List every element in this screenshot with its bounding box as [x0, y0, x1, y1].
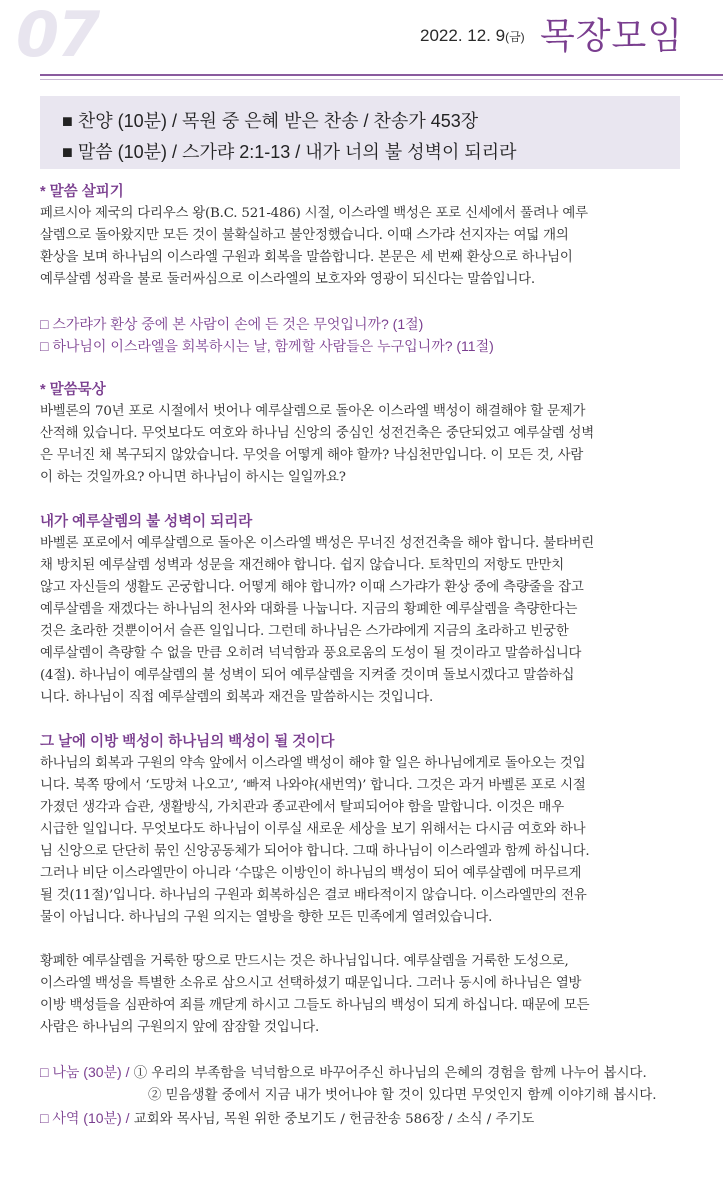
text-line: 이 하는 것일까요? 아니면 하나님이 하시는 일일까요? [40, 470, 346, 485]
closing-text [40, 951, 680, 1039]
text-line: 니다. 북쪽 땅에서 ‘도망쳐 나오고’, ‘빠져 나와야(새번역)’ 합니다. 그것은 과거 바벨론 포로 시절 [40, 778, 586, 793]
wall-text [40, 533, 680, 709]
date-text: 2022. 12. 9 [420, 26, 506, 45]
text-line: 산적해 있습니다. 무엇보다도 여호와 하나님 신앙의 중심인 성전건축은 중단되었고 예루살렘 성벽 [40, 426, 595, 441]
meeting-date [420, 26, 525, 46]
service-text: 교회와 목사님, 목원 위한 중보기도 / 헌금찬송 586장 / 소식 / 주기도 [133, 1112, 535, 1127]
people-heading: 그 날에 이방 백성이 하나님의 백성이 될 것이다 [40, 734, 335, 750]
service-row [40, 1107, 680, 1131]
text-line: (4절). 하나님이 예루살렘의 불 성벽이 되어 예루살렘을 지켜줄 것이며 돌보시겠다고 말씀하십 [40, 668, 575, 683]
text-line: 환상을 보며 하나님의 이스라엘 구원과 회복을 말씀합니다. 본문은 세 번째 환상으로 하나님이 [40, 250, 573, 265]
text-line: 예루살렘 성곽을 불로 둘러싸심으로 이스라엘의 보호자와 영광이 되신다는 말씀입니다. [40, 272, 535, 287]
sharing-item-1: ① 우리의 부족함을 넉넉함으로 바꾸어주신 하나님의 은혜의 경험을 함께 나누어 봅시다. [133, 1066, 647, 1081]
question-1: □ 스가랴가 환상 중에 본 사람이 손에 든 것은 무엇입니까? (1절) [40, 316, 424, 332]
text-line: 황폐한 예루살렘을 거룩한 땅으로 만드시는 것은 하나님입니다. 예루살렘을 거룩한 도성으로, [40, 954, 569, 969]
text-line: 바벨론의 70년 포로 시절에서 벗어나 예루살렘으로 돌아온 이스라엘 백성이 해결해야 할 문제가 [40, 404, 586, 419]
text-line: 채 방치된 예루살렘 성벽과 성문을 재건해야 합니다. 쉽지 않습니다. 토착민의 저항도 만만치 [40, 558, 564, 573]
text-line: 살렘으로 돌아왔지만 모든 것이 불확실하고 불안정했습니다. 이때 스가랴 선지자는 여덟 개의 [40, 228, 569, 243]
overview-text [40, 203, 680, 291]
text-line: 페르시아 제국의 다리우스 왕(B.C. 521-486) 시절, 이스라엘 백성은 포로 신세에서 풀려나 예루 [40, 206, 588, 221]
text-line: 님 신앙으로 단단히 묶인 신앙공동체가 되어야 합니다. 그때 하나님이 이스라엘과 함께 하십니다. [40, 844, 590, 859]
header-divider [40, 74, 723, 76]
service-label: □ 사역 (10분) / [40, 1110, 130, 1126]
text-line: 바벨론 포로에서 예루살렘으로 돌아온 이스라엘 백성은 무너진 성전건축을 해야 합니다. 불타버린 [40, 536, 595, 551]
meditation-text [40, 401, 680, 489]
text-line: 것은 초라한 것뿐이어서 슬픈 일입니다. 그런데 하나님은 스가랴에게 지금의 초라하고 빈궁한 [40, 624, 569, 639]
overview-heading: * 말씀 살피기 [40, 184, 124, 200]
text-line: 은 무너진 채 복구되지 않았습니다. 무엇을 어떻게 해야 할까? 낙심천만입니다. 이 모든 것, 사람 [40, 448, 584, 463]
text-line: 가졌던 생각과 습관, 생활방식, 가치관과 종교관에서 탈피되어야 함을 말합니다. 이것은 매우 [40, 800, 564, 815]
main-content [40, 181, 680, 1131]
text-line: 하나님의 회복과 구원의 약속 앞에서 이스라엘 백성이 해야 할 일은 하나님에게로 돌아오는 것입 [40, 756, 586, 771]
wall-heading: 내가 예루살렘의 불 성벽이 되리라 [40, 514, 253, 530]
text-line: 사람은 하나님의 구원의지 앞에 잠잠할 것입니다. [40, 1020, 320, 1035]
day-of-week: (금) [505, 30, 525, 44]
text-line: 될 것(11절)’입니다. 하나님의 구원과 회복하심은 결코 배타적이지 않습니다. 이스라엘만의 전유 [40, 888, 587, 903]
text-line: 이방 백성들을 심판하여 죄를 깨닫게 하시고 그들도 하나님의 백성이 되게 하십니다. 때문에 모든 [40, 998, 590, 1013]
text-line: 그러나 비단 이스라엘만이 아니라 ‘수많은 이방인이 하나님의 백성이 되어 예루살렘에 머무르게 [40, 866, 582, 881]
praise-line: ■ 찬양 (10분) / 목원 중 은혜 받은 찬송 / 찬송가 453장 [62, 111, 479, 131]
page-title: 목장모임 [540, 16, 684, 57]
sharing-item-2: ② 믿음생활 중에서 지금 내가 벗어나야 할 것이 있다면 무엇인지 함께 이야기해 봅시다. [148, 1088, 657, 1103]
sharing-row-2 [40, 1085, 680, 1107]
sharing-row [40, 1061, 680, 1085]
text-line: 예루살렘을 재겠다는 하나님의 천사와 대화를 나눕니다. 지금의 황폐한 예루살렘을 측량한다는 [40, 602, 578, 617]
header-divider-thin [40, 79, 723, 80]
text-line: 예루살렘이 측량할 수 없을 만큼 오히려 넉넉함과 풍요로움의 도성이 될 것이라고 말씀하십니다 [40, 646, 582, 661]
text-line: 않고 자신들의 생활도 곤궁합니다. 어떻게 해야 합니까? 이때 스가랴가 환상 중에 측량줄을 잡고 [40, 580, 584, 595]
page-number: 07 [16, 0, 99, 71]
sharing-label: □ 나눔 (30분) / [40, 1064, 130, 1080]
people-text [40, 753, 680, 929]
text-line: 시급한 일입니다. 무엇보다도 하나님이 이루실 새로운 세상을 보기 위해서는 다시금 여호와 하나 [40, 822, 586, 837]
text-line: 물이 아닙니다. 하나님의 구원 의지는 열방을 향한 모든 민족에게 열려있습니다. [40, 910, 493, 925]
text-line: 니다. 하나님이 직접 예루살렘의 회복과 재건을 말씀하시는 것입니다. [40, 690, 434, 705]
meditation-heading: * 말씀묵상 [40, 382, 106, 398]
sermon-line: ■ 말씀 (10분) / 스가랴 2:1-13 / 내가 너의 불 성벽이 되리라 [62, 142, 517, 162]
text-line: 이스라엘 백성을 특별한 소유로 삼으시고 선택하셨기 때문입니다. 그러나 동시에 하나님은 열방 [40, 976, 582, 991]
question-2: □ 하나님이 이스라엘을 회복하시는 날, 함께할 사람들은 누구입니까? (11절) [40, 338, 494, 354]
